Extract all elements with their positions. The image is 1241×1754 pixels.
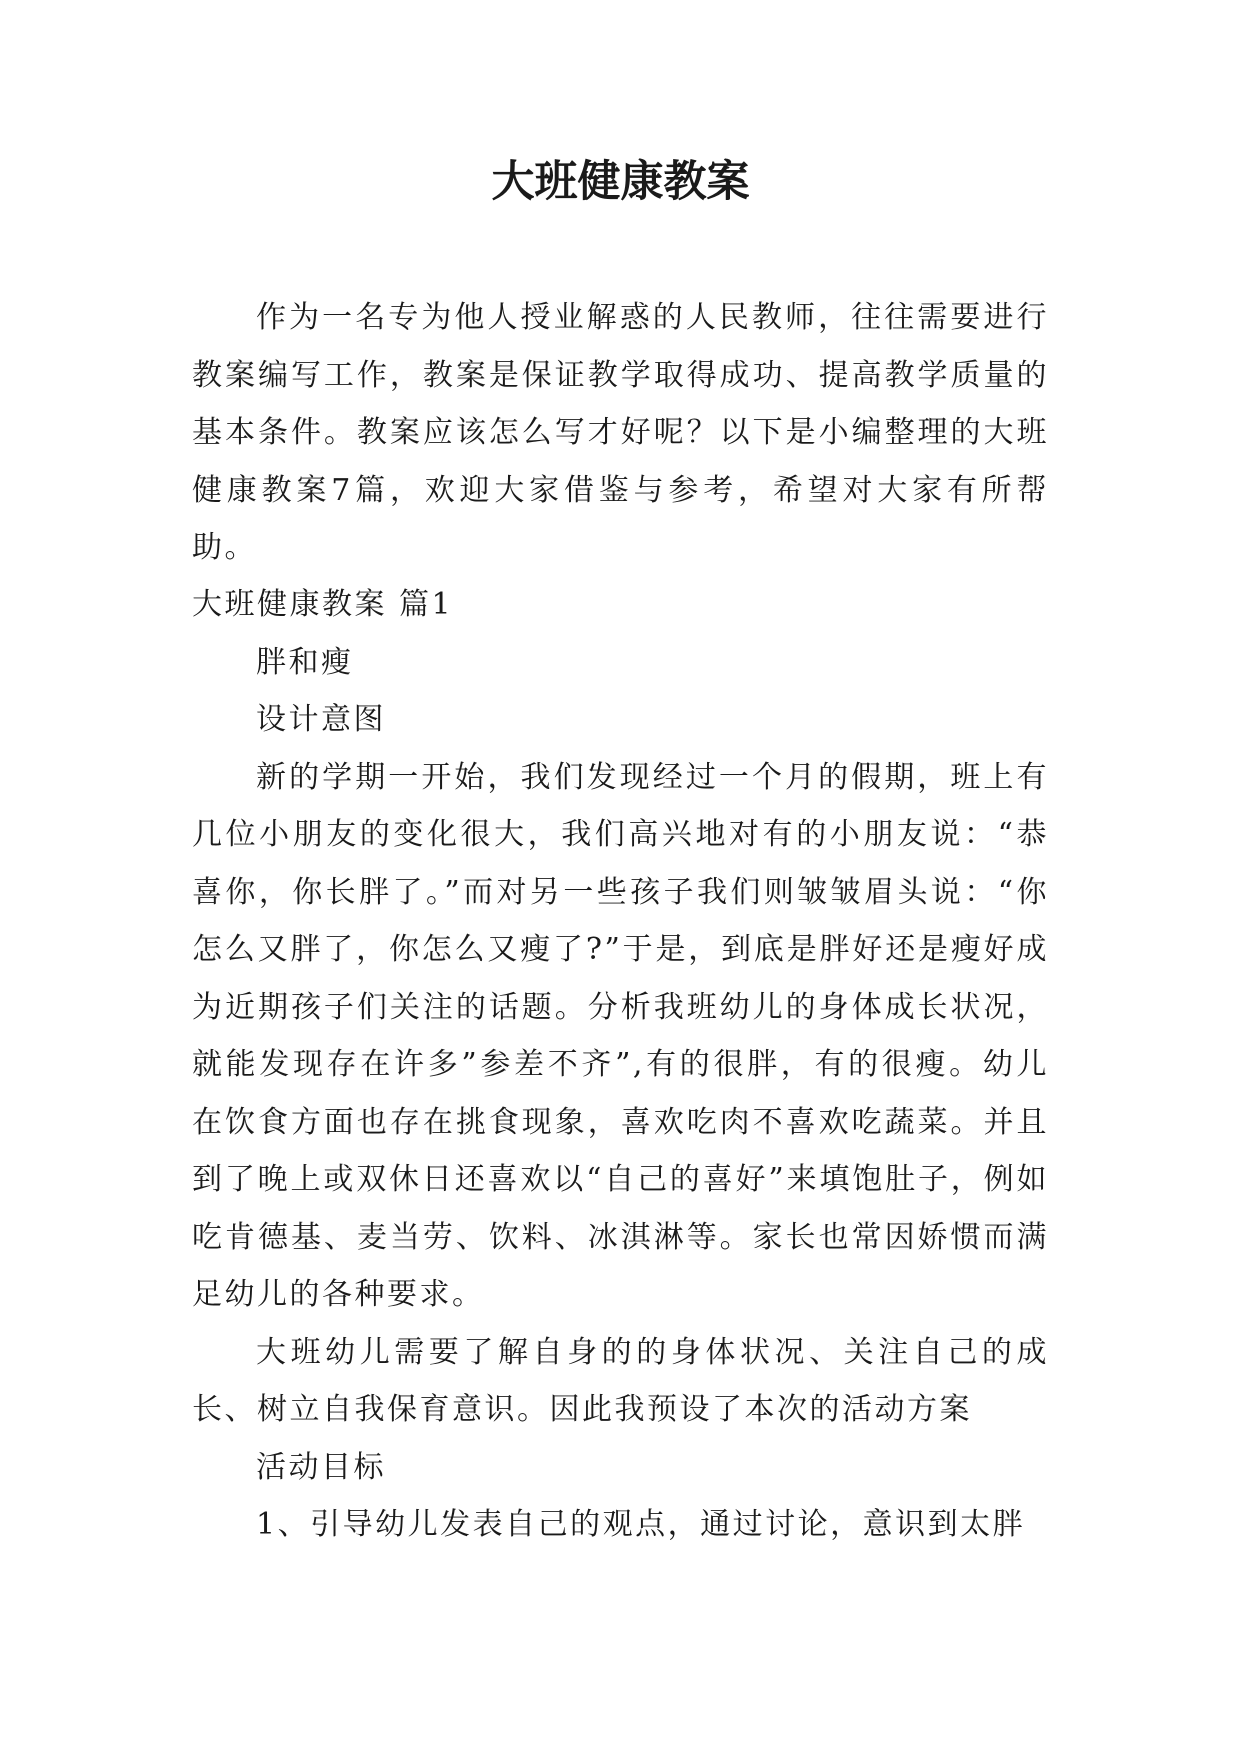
design-intent-paragraph-1: 新的学期一开始，我们发现经过一个月的假期，班上有几位小朋友的变化很大，我们高兴地对有的小朋友说：“恭喜你，你长胖了。”而对另一些孩子我们则皱皱眉头说：“你怎么又胖了，你怎么又瘦了?”于是，到底是胖好还是瘦好成为近期孩子们关注的话题。分析我班幼儿的身体成长状况，就能发现存在许多”参差不齐”,有的很胖，有的很瘦。幼儿在饮食方面也存在挑食现象，喜欢吃肉不喜欢吃蔬菜。并且到了晚上或双休日还喜欢以“自己的喜好”来填饱肚子，例如吃肯德基、麦当劳、饮料、冰淇淋等。家长也常因娇惯而满足幼儿的各种要求。 <box>192 759 1049 1312</box>
goals-label: 活动目标 <box>256 1449 386 1485</box>
document-title: 大班健康教案 <box>491 157 750 207</box>
section-1 <box>192 576 1049 1554</box>
lesson-subtitle: 胖和瘦 <box>256 644 354 680</box>
section-heading: 大班健康教案 篇1 <box>192 587 454 622</box>
design-intent-paragraph-2: 大班幼儿需要了解自身的的身体状况、关注自己的成长、树立自我保育意识。因此我预设了本次的活动方案 <box>192 1334 1049 1427</box>
intro-paragraph: 作为一名专为他人授业解惑的人民教师，往往需要进行教案编写工作，教案是保证教学取得成功、提高教学质量的基本条件。教案应该怎么写才好呢？以下是小编整理的大班健康教案7篇，欢迎大家借鉴与参考，希望对大家有所帮助。 <box>192 300 1049 565</box>
goal-item-1: 1、引导幼儿发表自己的观点，通过讨论，意识到太胖 <box>256 1507 1026 1542</box>
design-intent-label: 设计意图 <box>256 702 386 737</box>
